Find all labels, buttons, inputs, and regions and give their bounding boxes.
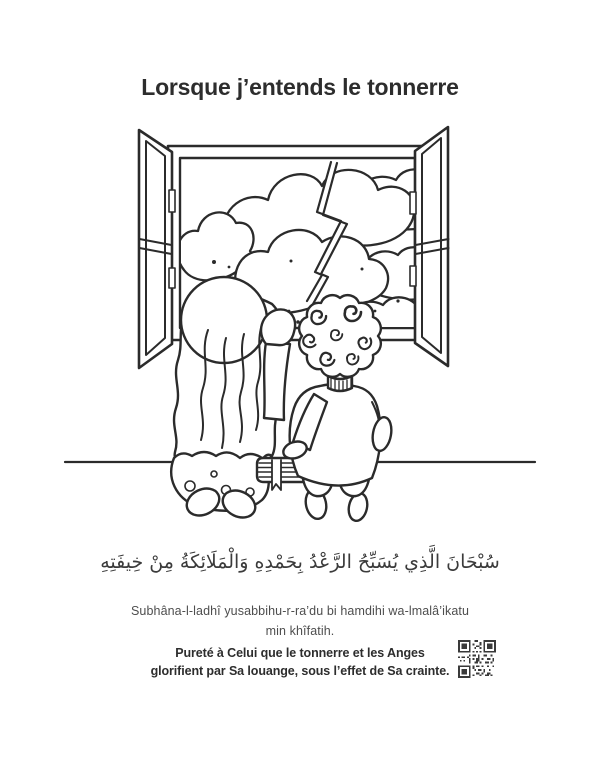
left-window-panel — [139, 130, 175, 368]
hinge-icon — [169, 268, 175, 288]
dua-french-translation — [0, 644, 600, 680]
qr-code — [458, 640, 496, 678]
dua-arabic-text: سُبْحَانَ الَّذِي يُسَبِّحُ الرَّعْدُ بِحَمْدِهِ وَالْمَلَائِكَةُ مِنْ خِيفَتِهِ — [100, 551, 500, 573]
hinge-icon — [410, 192, 416, 214]
transliteration-line: min khîfatih. — [265, 624, 335, 638]
right-window-panel — [410, 127, 449, 366]
page-title: Lorsque j’entends le tonnerre — [141, 74, 459, 100]
girl-hand — [261, 310, 295, 346]
bookmark-ribbon — [272, 460, 281, 490]
transliteration-line: Subhâna-l-ladhî yusabbihu-r-ra’du bi hamdihi wa-lmalâ’ikatu — [130, 604, 470, 618]
window-illustration — [50, 112, 550, 547]
boy-figure — [281, 295, 394, 522]
translation-line: glorifient par Sa louange, sous l’effet de Sa crainte. — [150, 664, 450, 678]
dua-transliteration — [0, 601, 600, 641]
hinge-icon — [410, 266, 416, 286]
girl-raised-arm — [264, 342, 290, 420]
translation-line: Pureté à Celui que le tonnerre et les Anges — [175, 646, 425, 660]
hinge-icon — [169, 190, 175, 212]
